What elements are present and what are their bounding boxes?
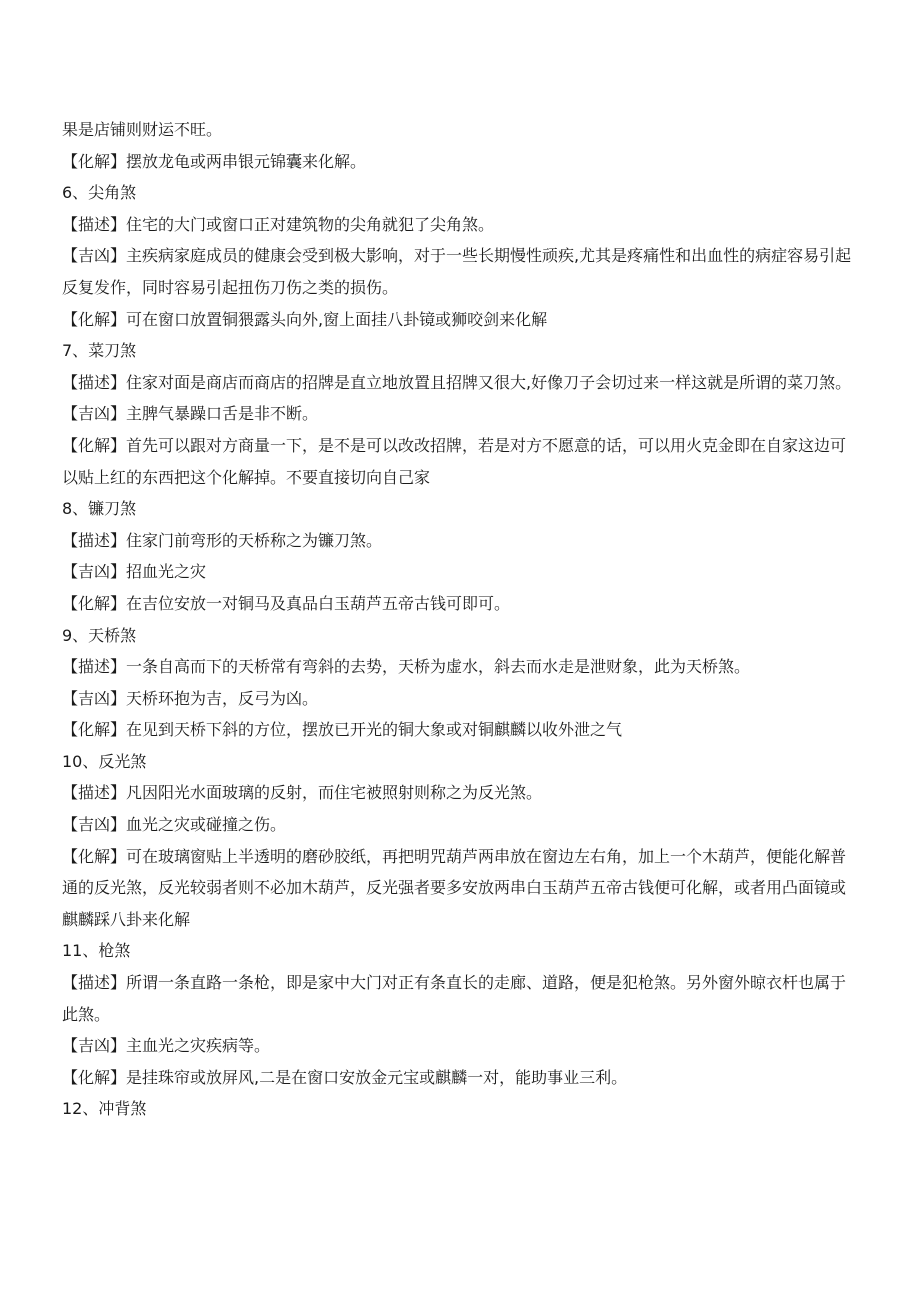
section-heading: 11、枪煞 <box>62 941 131 961</box>
paragraph: 【吉凶】主疾病家庭成员的健康会受到极大影响，对于一些长期慢性顽疾,尤其是疼痛性和出血性的病症容易引起反复发作，同时容易引起扭伤刀伤之类的损伤。 <box>62 246 852 297</box>
paragraph: 【吉凶】主血光之灾疾病等。 <box>62 1036 271 1056</box>
section-heading: 6、尖角煞 <box>62 183 137 203</box>
paragraph: 【描述】住家对面是商店而商店的招牌是直立地放置且招牌又很大,好像刀子会切过来一样这就是所谓的菜刀煞。 <box>62 372 852 392</box>
paragraph: 【描述】所谓一条直路一条枪，即是家中大门对正有条直长的走廊、道路，便是犯枪煞。另外窗外晾衣杆也属于此煞。 <box>62 973 847 1024</box>
section-heading: 8、镰刀煞 <box>62 499 137 519</box>
paragraph: 【化解】首先可以跟对方商量一下，是不是可以改改招牌，若是对方不愿意的话，可以用火克金即在自家这边可以贴上红的东西把这个化解掉。不要直接切向自己家 <box>62 435 847 487</box>
section-heading: 12、冲背煞 <box>62 1099 147 1119</box>
section-heading: 9、天桥煞 <box>62 625 137 645</box>
section-heading: 10、反光煞 <box>62 751 147 771</box>
paragraph: 【化解】摆放龙龟或两串银元锦囊来化解。 <box>62 151 367 171</box>
paragraph: 【化解】在吉位安放一对铜马及真品白玉葫芦五帝古钱可即可。 <box>62 593 511 613</box>
paragraph: 【描述】住家门前弯形的天桥称之为镰刀煞。 <box>62 530 383 550</box>
paragraph: 果是店铺则财运不旺。 <box>62 120 223 139</box>
paragraph: 【吉凶】招血光之灾 <box>62 562 207 582</box>
paragraph: 【吉凶】天桥环抱为吉，反弓为凶。 <box>62 688 319 708</box>
document-body <box>62 114 852 1125</box>
section-heading: 7、菜刀煞 <box>62 341 137 361</box>
paragraph: 【吉凶】血光之灾或碰撞之伤。 <box>62 815 287 835</box>
paragraph: 【化解】可在玻璃窗贴上半透明的磨砂胶纸，再把明咒葫芦两串放在窗边左右角，加上一个木葫芦，便能化解普通的反光煞，反光较弱者则不必加木葫芦，反光强者要多安放两串白玉葫芦五帝古钱便可化解，或者用凸面镜或麒麟踩八卦来化解 <box>62 846 847 929</box>
paragraph: 【化解】是挂珠帘或放屏风,二是在窗口安放金元宝或麒麟一对，能助事业三利。 <box>62 1067 628 1087</box>
paragraph: 【吉凶】主脾气暴躁口舌是非不断。 <box>62 404 319 424</box>
paragraph: 【化解】可在窗口放置铜猥露头向外,窗上面挂八卦镜或狮咬剑来化解 <box>62 309 548 329</box>
paragraph: 【描述】住宅的大门或窗口正对建筑物的尖角就犯了尖角煞。 <box>62 214 495 234</box>
paragraph: 【化解】在见到天桥下斜的方位，摆放已开光的铜大象或对铜麒麟以收外泄之气 <box>62 720 623 740</box>
paragraph: 【描述】凡因阳光水面玻璃的反射，而住宅被照射则称之为反光煞。 <box>62 783 543 803</box>
paragraph: 【描述】一条自高而下的天桥常有弯斜的去势，天桥为虚水，斜去而水走是泄财象，此为天桥煞。 <box>62 657 751 677</box>
